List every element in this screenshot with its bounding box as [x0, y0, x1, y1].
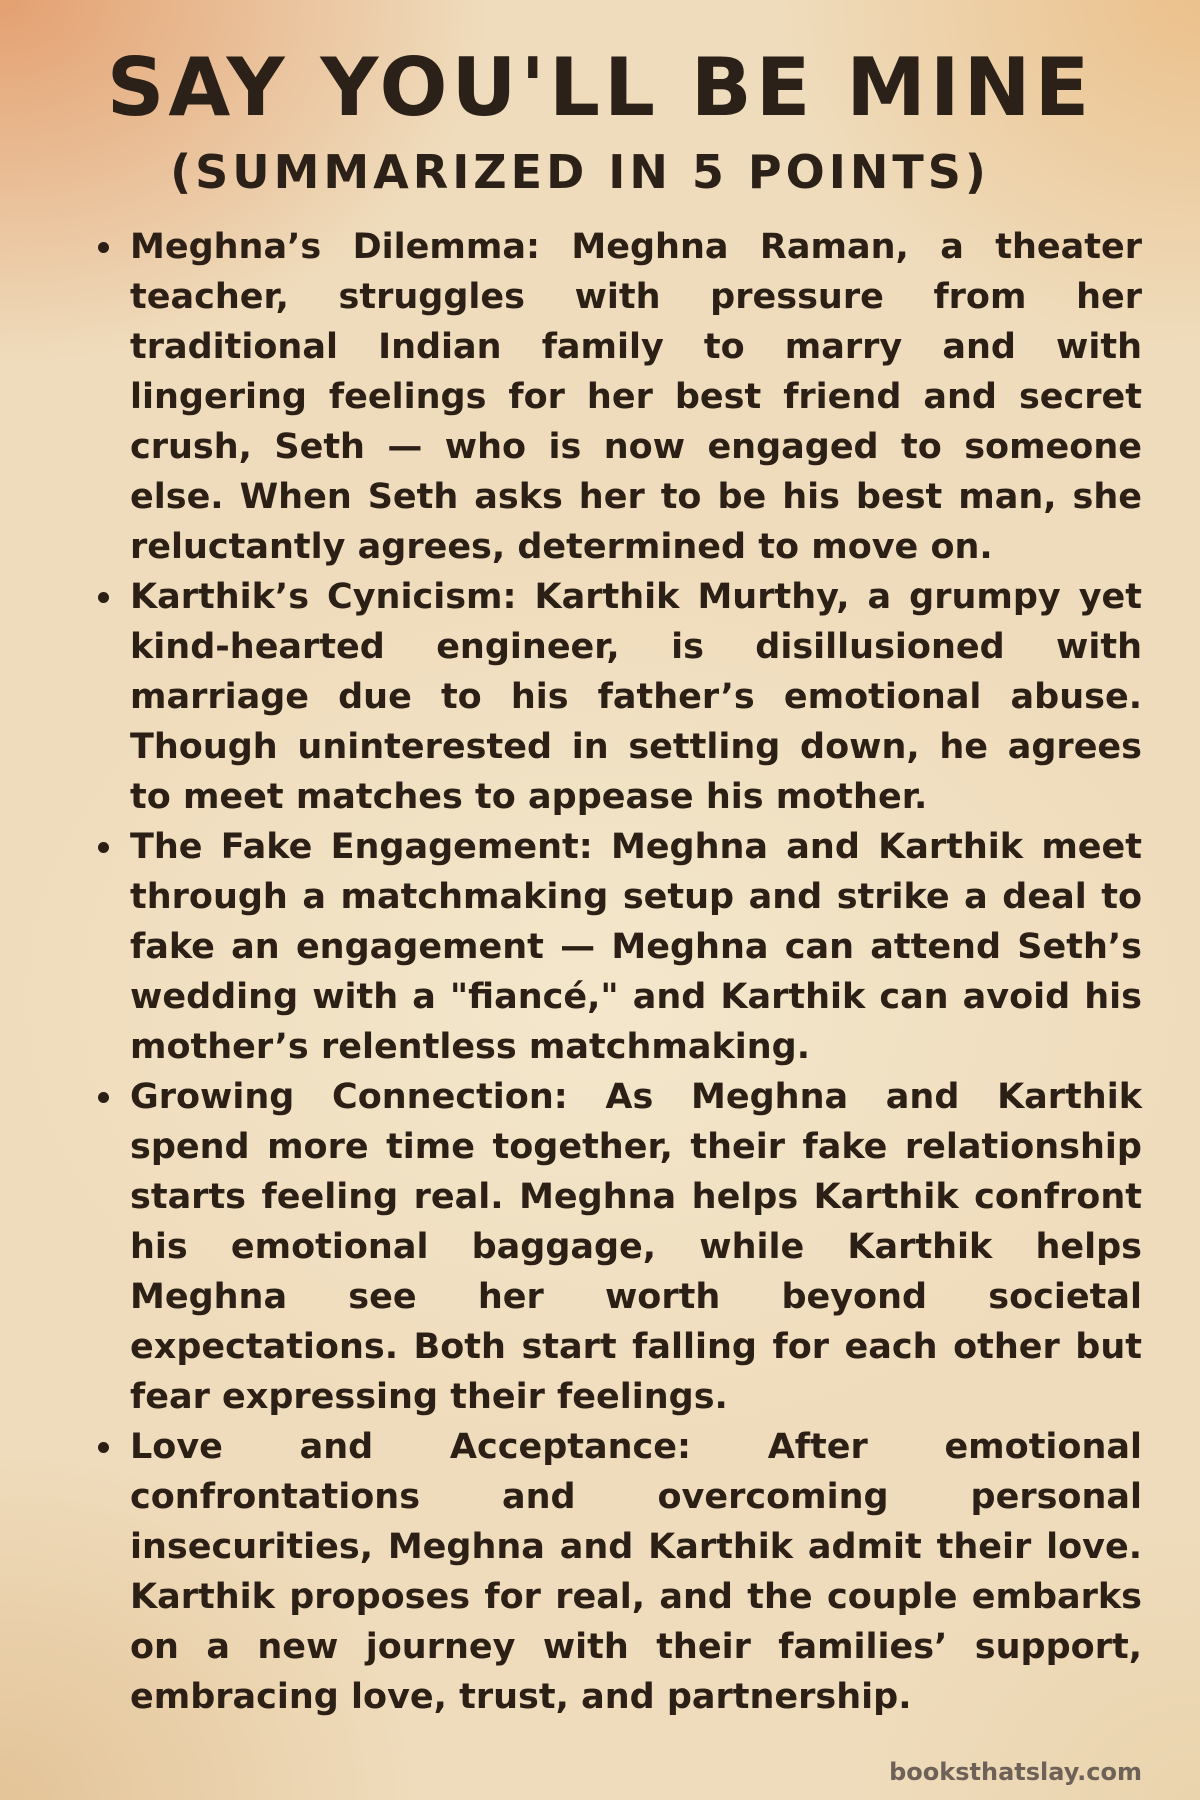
summary-point-text: Love and Acceptance: After emotional confrontations and overcoming personal insecurities, Meghna and Karthik admit their love. Karthik proposes for real, and the couple embarks on a new journey with their families’ support, embracing love, trust, and partnership. [130, 1427, 1142, 1717]
summary-point-text: Meghna’s Dilemma: Meghna Raman, a theater teacher, struggles with pressure from her traditional Indian family to marry and with lingering feelings for her best friend and secret crush, Seth — who is now engaged to someone else. When Seth asks her to be his best man, she reluctantly agrees, determined to move on. [130, 227, 1142, 567]
summary-point-2 [92, 572, 1142, 822]
summary-point-3 [92, 822, 1142, 1072]
page-subtitle: (SUMMARIZED IN 5 POINTS) [170, 145, 990, 199]
bullet-icon [98, 592, 109, 603]
bullet-icon [98, 242, 109, 253]
page-title: SAY YOU'LL BE MINE [106, 41, 1094, 134]
bullet-icon [98, 842, 109, 853]
bullet-icon [98, 1442, 109, 1453]
header [0, 40, 1200, 202]
summary-point-5 [92, 1422, 1142, 1722]
summary-point-text: Growing Connection: As Meghna and Karthik spend more time together, their fake relationship starts feeling real. Meghna helps Karthik confront his emotional baggage, while Karthik helps Meghna see her worth beyond societal expectations. Both start falling for each other but fear expressing their feelings. [130, 1077, 1142, 1417]
summary-point-text: Karthik’s Cynicism: Karthik Murthy, a grumpy yet kind-hearted engineer, is disillusioned with marriage due to his father’s emotional abuse. Though uninterested in settling down, he agrees to meet matches to appease his mother. [130, 577, 1142, 817]
site-credit: booksthatslay.com [889, 1758, 1142, 1786]
summary-list [92, 222, 1142, 1722]
summary-point-4 [92, 1072, 1142, 1422]
summary-point-text: The Fake Engagement: Meghna and Karthik meet through a matchmaking setup and strike a deal to fake an engagement — Meghna can attend Seth’s wedding with a "fiancé," and Karthik can avoid his mother’s relentless matchmaking. [130, 827, 1142, 1067]
bullet-icon [98, 1092, 109, 1103]
summary-point-1 [92, 222, 1142, 572]
